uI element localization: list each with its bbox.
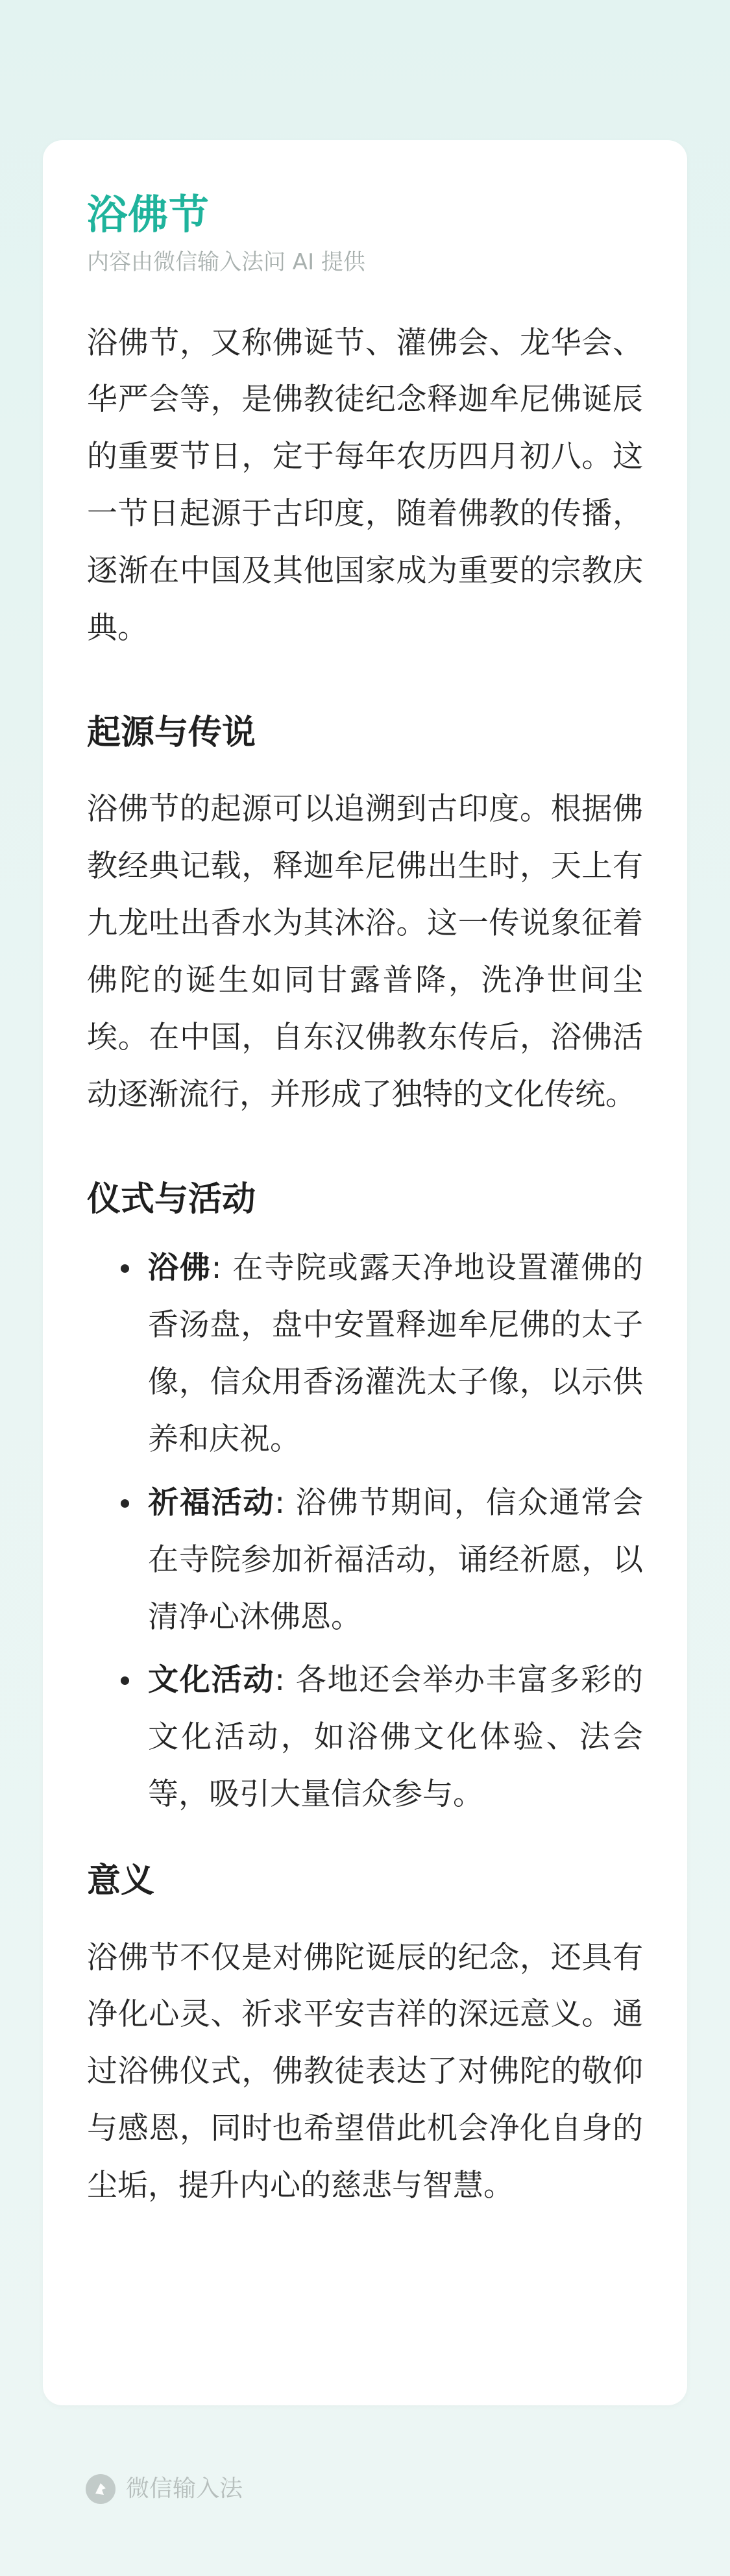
ai-source-note: 内容由微信输入法问 AI 提供 bbox=[87, 249, 365, 276]
bullet-icon bbox=[121, 1499, 129, 1508]
bullet-icon bbox=[121, 1264, 129, 1273]
list-item-text: : 在寺院或露天净地设置灌佛的香汤盘，盘中安置释迦牟尼佛的太子像，信众用香汤灌洗太子像，以示供养和庆祝。 bbox=[148, 1250, 644, 1457]
meaning-paragraph: 浴佛节不仅是对佛陀诞辰的纪念，还具有净化心灵、祈求平安吉祥的深远意义。通过浴佛仪式，佛教徒表达了对佛陀的敬仰与感恩，同时也希望借此机会净化自身的尘垢，提升内心的慈悲与智慧。 bbox=[87, 1939, 643, 2204]
footer-branding bbox=[86, 2474, 243, 2504]
list-item-text: : 各地还会举办丰富多彩的文化活动，如浴佛文化体验、法会等，吸引大量信众参与。 bbox=[148, 1662, 644, 1813]
list-item-text: : 浴佛节期间，信众通常会在寺院参加祈福活动，诵经祈愿，以清净心沐佛恩。 bbox=[148, 1484, 644, 1635]
origin-paragraph: 浴佛节的起源可以追溯到古印度。根据佛教经典记载，释迦牟尼佛出生时，天上有九龙吐出香水为其沐浴。这一传说象征着佛陀的诞生如同甘露普降，洗净世间尘埃。在中国，自东汉佛教东传后，浴佛活动逐渐流行，并形成了独特的文化传统。 bbox=[87, 791, 643, 1112]
wechat-input-method-logo-icon bbox=[86, 2474, 116, 2504]
list-item bbox=[148, 1475, 643, 1646]
bullet-icon bbox=[121, 1676, 129, 1685]
list-item-term: 文化活动 bbox=[148, 1662, 275, 1699]
section-heading-meaning: 意义 bbox=[87, 1861, 155, 1901]
section-heading-rituals: 仪式与活动 bbox=[87, 1179, 256, 1219]
list-item bbox=[148, 1652, 643, 1823]
section-heading-origin: 起源与传说 bbox=[87, 713, 256, 752]
rituals-list bbox=[87, 1240, 643, 1823]
list-item-term: 祈福活动 bbox=[148, 1484, 275, 1521]
article-title: 浴佛节 bbox=[87, 191, 210, 238]
list-item bbox=[148, 1240, 643, 1468]
list-item-term: 浴佛 bbox=[148, 1250, 212, 1286]
footer-brand-label: 微信输入法 bbox=[126, 2475, 243, 2502]
article-card bbox=[43, 140, 687, 2405]
intro-paragraph: 浴佛节，又称佛诞节、灌佛会、龙华会、华严会等，是佛教徒纪念释迦牟尼佛诞辰的重要节日，定于每年农历四月初八。这一节日起源于古印度，随着佛教的传播，逐渐在中国及其他国家成为重要的宗教庆典。 bbox=[87, 325, 643, 646]
